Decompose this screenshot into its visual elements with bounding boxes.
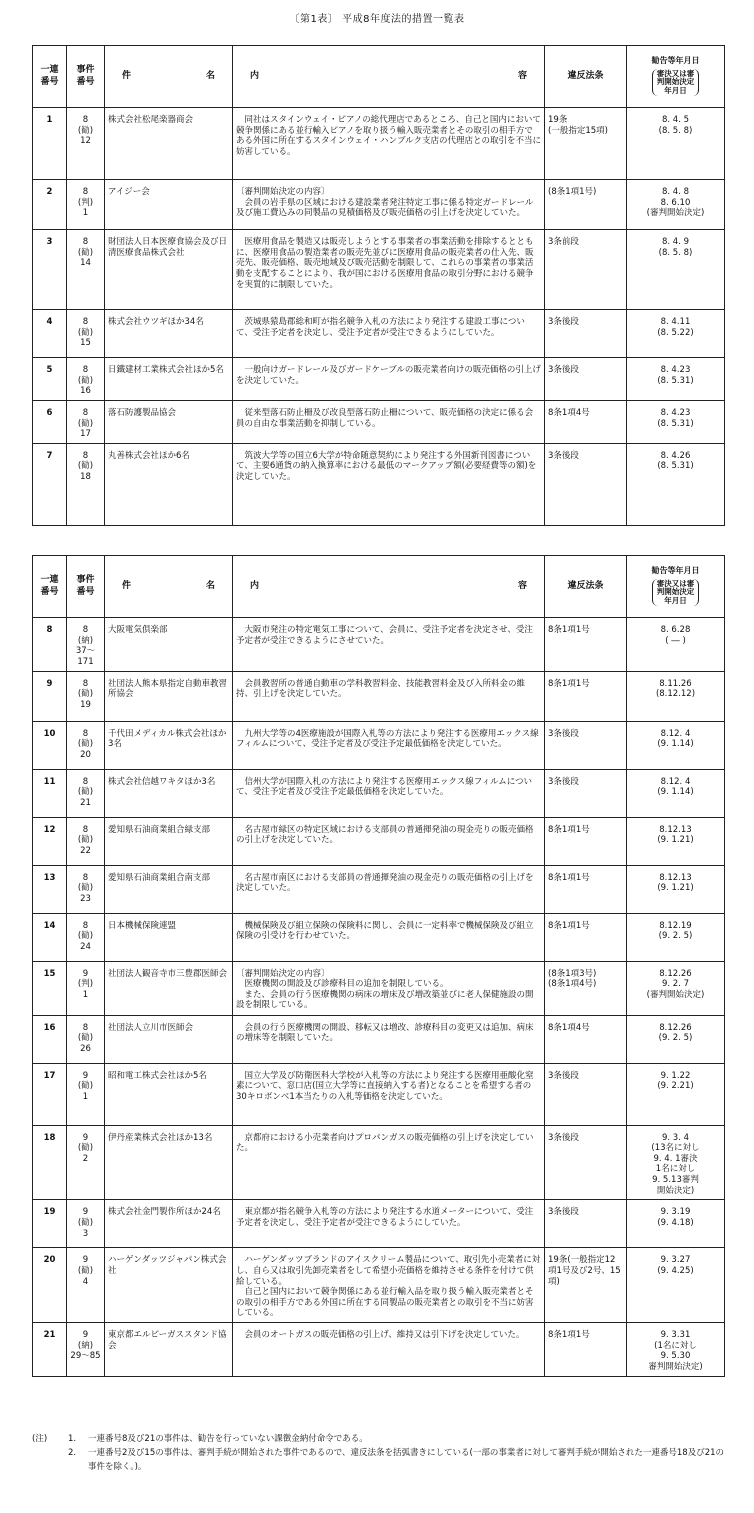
date-cell: 9. 1.22 (9. 2.21) [627,1063,725,1125]
table-row [33,913,725,961]
case-number-cell: 8 (勧) 17 [67,400,105,443]
header-violated-law: 違反法条 [545,46,627,108]
case-number-cell: 8 (勧) 19 [67,671,105,721]
date-cell: 8.12.26 9. 2. 7 (審判開始決定) [627,961,725,1015]
serial-number-cell: 21 [33,1323,67,1377]
serial-number-cell: 10 [33,721,67,769]
table-row [33,443,725,525]
case-number-cell: 8 (勧) 23 [67,865,105,913]
case-name-cell: 昭和電工株式会社ほか5名 [105,1063,233,1125]
content-cell: 大阪市発注の特定電気工事について、会員に、受注予定者を決定させ、受注予定者が受注できるようにさせていた。 [233,618,545,672]
serial-number-cell: 13 [33,865,67,913]
content-cell: 茨城県猿島郡総和町が指名競争入札の方法により発注する建設工事について、受注予定者を決定し、受注予定者が受注できるようにしていた。 [233,310,545,358]
table-row [33,817,725,865]
date-cell: 8.12.26 (9. 2. 5) [627,1015,725,1063]
header-violated-law: 違反法条 [545,556,627,618]
case-name-cell: 株式会社ウツギほか34名 [105,310,233,358]
content-cell: 東京都が指名競争入札等の方法により発注する水道メーターについて、受注予定者を決定し、受注予定者が受注できるようにしていた。 [233,1200,545,1248]
serial-number-cell: 7 [33,443,67,525]
header-serial: 一連 番号 [33,556,67,618]
serial-number-cell: 19 [33,1200,67,1248]
case-number-cell: 8 (勧) 26 [67,1015,105,1063]
case-number-cell: 9 (判) 1 [67,961,105,1015]
case-number-cell: 8 (納) 37〜171 [67,618,105,672]
content-cell: 国立大学及び防衛医科大学校が入札等の方法により発注する医療用亜酸化窒素について、窓口店(国立大学等に直接納入する者)となることを希望する者の30キロボンベ1本当たりの入札等価格を決定していた。 [233,1063,545,1125]
violated-law-cell: 3条後段 [545,769,627,817]
violated-law-cell: 3条後段 [545,1200,627,1248]
table-1-body [33,108,725,526]
table-row [33,108,725,180]
serial-number-cell: 16 [33,1015,67,1063]
case-name-cell: 落石防護製品協会 [105,400,233,443]
case-name-cell: ハーゲンダッツジャパン株式会社 [105,1248,233,1323]
date-cell: 8. 4. 8 8. 6.10 (審判開始決定) [627,180,725,230]
page-title: 〔第1表〕 平成8年度法的措置一覧表 [289,14,465,25]
content-cell: 機械保険及び組立保険の保険料に関し、会員に一定料率で機械保険及び組立保険の引受けを行わせていた。 [233,913,545,961]
header-date: 勧告等年月日 審決又は審 判開始決定 年月日 [627,46,725,108]
case-number-cell: 9 (勧) 1 [67,1063,105,1125]
table-row [33,1323,725,1377]
table-row [33,1015,725,1063]
violated-law-cell: 3条後段 [545,443,627,525]
serial-number-cell: 1 [33,108,67,180]
header-case-name: 件 名 [105,46,233,108]
violated-law-cell: 3条後段 [545,1125,627,1200]
case-name-cell: 日鐵建材工業株式会社ほか5名 [105,358,233,401]
serial-number-cell: 11 [33,769,67,817]
violated-law-cell: 3条後段 [545,310,627,358]
violated-law-cell: (8条1項3号) (8条1項4号) [545,961,627,1015]
date-cell: 8. 4.23 (8. 5.31) [627,400,725,443]
footnote-text: 一連番号8及び21の事件は、勧告を行っていない課徴金納付命令である。 [88,1434,368,1444]
footnote-2 [32,1446,732,1474]
content-cell: 名古屋市南区における支部員の普通揮発油の現金売りの販売価格の引上げを決定していた。 [233,865,545,913]
content-cell: 会員の行う医療機関の開設、移転又は増改、診療科目の変更又は追加、病床の増床等を制限していた。 [233,1015,545,1063]
date-cell: 8. 4. 9 (8. 5. 8) [627,230,725,310]
header-case-number: 事件 番号 [67,556,105,618]
header-case-name: 件 名 [105,556,233,618]
case-name-cell: 大阪電気倶楽部 [105,618,233,672]
footnote-1 [32,1432,732,1446]
table-row [33,1248,725,1323]
footnotes [32,1432,732,1474]
table-row [33,358,725,401]
content-cell: 従来型落石防止柵及び改良型落石防止柵について、販売価格の決定に係る会員の自由な事業活動を抑制している。 [233,400,545,443]
serial-number-cell: 17 [33,1063,67,1125]
serial-number-cell: 14 [33,913,67,961]
content-cell: 会員のオートガスの販売価格の引上げ、維持又は引下げを決定していた。 [233,1323,545,1377]
date-cell: 8.12.19 (9. 2. 5) [627,913,725,961]
case-number-cell: 8 (勧) 21 [67,769,105,817]
table-2-body [33,618,725,1377]
case-name-cell: 愛知県石油商業組合緑支部 [105,817,233,865]
table-row [33,1200,725,1248]
table-row [33,961,725,1015]
date-cell: 9. 3.27 (9. 4.25) [627,1248,725,1323]
table-row [33,180,725,230]
header-date: 勧告等年月日 審決又は審 判開始決定 年月日 [627,556,725,618]
date-cell: 8.12. 4 (9. 1.14) [627,769,725,817]
violated-law-cell: 8条1項1号 [545,671,627,721]
date-cell: 8.11.26 (8.12.12) [627,671,725,721]
serial-number-cell: 18 [33,1125,67,1200]
serial-number-cell: 12 [33,817,67,865]
case-number-cell: 8 (勧) 16 [67,358,105,401]
serial-number-cell: 3 [33,230,67,310]
serial-number-cell: 20 [33,1248,67,1323]
case-number-cell: 8 (勧) 18 [67,443,105,525]
violated-law-cell: 8条1項4号 [545,1015,627,1063]
table-row [33,230,725,310]
case-number-cell: 9 (勧) 4 [67,1248,105,1323]
measures-table-1 [32,45,725,526]
table-row [33,671,725,721]
case-name-cell: 株式会社金門製作所ほか24名 [105,1200,233,1248]
serial-number-cell: 9 [33,671,67,721]
case-name-cell: 株式会社松尾楽器商会 [105,108,233,180]
violated-law-cell: (8条1項1号) [545,180,627,230]
footnote-number: 2. [68,1448,77,1459]
header-content: 内 容 [233,46,545,108]
table-row [33,865,725,913]
violated-law-cell: 3条後段 [545,721,627,769]
case-number-cell: 8 (勧) 15 [67,310,105,358]
table-row [33,1063,725,1125]
case-number-cell: 8 (勧) 20 [67,721,105,769]
content-cell: 京都府における小売業者向けプロパンガスの販売価格の引上げを決定していた。 [233,1125,545,1200]
date-cell: 9. 3. 4 (13名に対し 9. 4. 1審決 1名に対し 9. 5.13審判 開始決定) [627,1125,725,1200]
footnote-number: 1. [68,1434,77,1444]
violated-law-cell: 3条後段 [545,1063,627,1125]
violated-law-cell: 8条1項1号 [545,817,627,865]
serial-number-cell: 15 [33,961,67,1015]
date-cell: 8. 4.26 (8. 5.31) [627,443,725,525]
table-row [33,618,725,672]
violated-law-cell: 8条1項1号 [545,913,627,961]
content-cell: 筑波大学等の国立6大学が特命随意契約により発注する外国新刊図書について、主要6通貨の納入換算率における最低のマークアップ額(必要経費等の額)を決定していた。 [233,443,545,525]
serial-number-cell: 5 [33,358,67,401]
content-cell: 同社はスタインウェイ・ピアノの総代理店であるところ、自己と国内において競争関係にある並行輸入ピアノを取り扱う輸入販売業者とその取引の相手方である外国に所在するスタインウェイ・ハンブルク支店の代理店との取引を不当に妨害している。 [233,108,545,180]
serial-number-cell: 6 [33,400,67,443]
case-name-cell: 丸善株式会社ほか6名 [105,443,233,525]
case-number-cell: 9 (勧) 2 [67,1125,105,1200]
footnote-text: 一連番号2及び15の事件は、審判手続が開始された事件であるので、違反法条を括弧書きにしている(一部の事業者に対して審判手続が開始された一連番号18及び21の事件を除く。)。 [88,1448,725,1473]
header-content: 内 容 [233,556,545,618]
case-number-cell: 8 (判) 1 [67,180,105,230]
case-name-cell: 千代田メディカル株式会社ほか3名 [105,721,233,769]
content-cell: 会員教習所の普通自動車の学科教習料金、技能教習料金及び入所料金の維持、引上げを決定していた。 [233,671,545,721]
case-number-cell: 8 (勧) 22 [67,817,105,865]
violated-law-cell: 3条後段 [545,358,627,401]
case-name-cell: 社団法人観音寺市三豊郡医師会 [105,961,233,1015]
date-cell: 8.12. 4 (9. 1.14) [627,721,725,769]
case-name-cell: 社団法人熊本県指定自動車教習所協会 [105,671,233,721]
serial-number-cell: 2 [33,180,67,230]
case-name-cell: 伊丹産業株式会社ほか13名 [105,1125,233,1200]
content-cell: 一般向けガードレール及びガードケーブルの販売業者向けの販売価格の引上げを決定していた。 [233,358,545,401]
case-name-cell: 東京都エルピーガススタンド協会 [105,1323,233,1377]
case-name-cell: 日本機械保険連盟 [105,913,233,961]
date-cell: 8. 6.28 ( ― ) [627,618,725,672]
violated-law-cell: 8条1項1号 [545,865,627,913]
case-name-cell: 社団法人立川市医師会 [105,1015,233,1063]
violated-law-cell: 3条前段 [545,230,627,310]
content-cell: 九州大学等の4医療施設が国際入札等の方法により発注する医療用エックス線フィルムについて、受注予定者及び受注予定最低価格を決定していた。 [233,721,545,769]
content-cell: 医療用食品を製造又は販売しようとする事業者の事業活動を排除するとともに、医療用食品の製造業者の販売先並びに医療用食品の販売業者の仕入先、販売先、販売価格、販売地域及び販売活動を制限して、これらの事業者の事業活動を支配することにより、我が国における医療用食品の取引分野における競争を実質的に制限していた。 [233,230,545,310]
date-cell: 8. 4.11 (8. 5.22) [627,310,725,358]
case-number-cell: 9 (勧) 3 [67,1200,105,1248]
case-name-cell: 愛知県石油商業組合南支部 [105,865,233,913]
violated-law-cell: 19条(一般指定12項1号及び2号、15項) [545,1248,627,1323]
violated-law-cell: 8条1項1号 [545,1323,627,1377]
footnote-label: (注) [32,1434,48,1444]
case-name-cell: アイジー会 [105,180,233,230]
header-serial: 一連 番号 [33,46,67,108]
measures-table-2 [32,555,725,1377]
content-cell: 〔審判開始決定の内容〕 医療機関の開設及び診療科目の追加を制限している。 また、会員の行う医療機関の病床の増床及び増改築並びに老人保健施設の開設を制限している。 [233,961,545,1015]
table-row [33,400,725,443]
case-number-cell: 8 (勧) 12 [67,108,105,180]
date-cell: 8. 4.23 (8. 5.31) [627,358,725,401]
content-cell: 信州大学が国際入札の方法により発注する医療用エックス線フィルムについて、受注予定者及び受注予定最低価格を決定していた。 [233,769,545,817]
date-cell: 8.12.13 (9. 1.21) [627,865,725,913]
header-case-number: 事件 番号 [67,46,105,108]
case-number-cell: 8 (勧) 24 [67,913,105,961]
content-cell: ハーゲンダッツブランドのアイスクリーム製品について、取引先小売業者に対し、自ら又は取引先卸売業者をして希望小売価格を維持させる条件を付けて供給している。 自己と国内において競争関係にある並行輸入品を取り扱う輸入販売業者とその取引の相手方である外国に所在する同製品の販売業者との取引を不当に妨害している。 [233,1248,545,1323]
table-row [33,1125,725,1200]
table-row [33,310,725,358]
serial-number-cell: 4 [33,310,67,358]
case-name-cell: 株式会社信越ワキタほか3名 [105,769,233,817]
serial-number-cell: 8 [33,618,67,672]
violated-law-cell: 19条 (一般指定15項) [545,108,627,180]
date-cell: 9. 3.31 (1名に対し 9. 5.30 審判開始決定) [627,1323,725,1377]
case-name-cell: 財団法人日本医療食協会及び日清医療食品株式会社 [105,230,233,310]
case-number-cell: 8 (勧) 14 [67,230,105,310]
date-cell: 8.12.13 (9. 1.21) [627,817,725,865]
violated-law-cell: 8条1項1号 [545,618,627,672]
content-cell: 〔審判開始決定の内容〕 会員の岩手県の区域における建設業者発注特定工事に係る特定ガードレール及び施工費込みの同製品の見積価格及び販売価格の引上げを決定していた。 [233,180,545,230]
violated-law-cell: 8条1項4号 [545,400,627,443]
content-cell: 名古屋市緑区の特定区域における支部員の普通揮発油の現金売りの販売価格の引上げを決定していた。 [233,817,545,865]
table-row [33,721,725,769]
case-number-cell: 9 (納) 29〜85 [67,1323,105,1377]
date-cell: 9. 3.19 (9. 4.18) [627,1200,725,1248]
table-row [33,769,725,817]
date-cell: 8. 4. 5 (8. 5. 8) [627,108,725,180]
